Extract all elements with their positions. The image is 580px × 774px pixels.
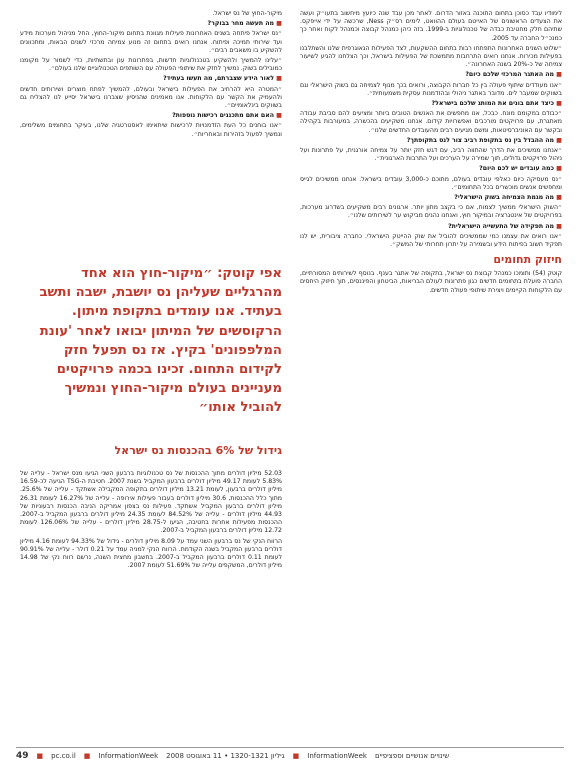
footer-magazine: InformationWeek bbox=[98, 752, 159, 760]
footer-section: שינויים אנושיים וספציפיים bbox=[374, 752, 450, 760]
bullet-square-icon: ■ bbox=[553, 100, 562, 108]
bullet-icon: ■ bbox=[36, 752, 44, 760]
bullet-square-icon: ■ bbox=[553, 194, 562, 202]
bullet-square-icon: ■ bbox=[273, 75, 282, 83]
question: ■ לאור הידע שצברתם, מה תעשו בעתיד? bbox=[163, 75, 282, 83]
paragraph: ״המטרה היא להרחיב את הפעילות בישראל ובעולם, להמשיך לפתח מוצרים ושירותים חדשים ולהעמיק את הקשר עם הלקוחות. אנו מאמינים שהניסיון שצברנו בישראל יסייע לנו להצליח גם בשווקים בינלאומיים״. bbox=[20, 85, 282, 110]
pull-quote: אפי קוטק: ״מיקור-חוץ הוא אחד מהרגליים שעליהן נס יושבת, ישבה ותשב בעתיד. אנו עומדים בתקופת מיתון. הרקוסשים של המיתון יבואו לאחר 'עונת המלפפונים' בקיץ. אז נס תפעל חזק לקידום התחום. זכינו בכמה פרויקטים מעניינים בעולם מיקור-החוץ ונמשיך להוביל אותו״ bbox=[39, 266, 282, 416]
sidebar-body bbox=[20, 470, 282, 570]
article-right-column bbox=[300, 10, 562, 297]
paragraph: קוטק (54) ותומכו כמנהל קבוצת נס ישראל, בתקופה של אתגר בענף. בנוסף לשירותים המסורתיים, החברה פועלת בתחומים חדשים כגון פתרונות לעולם הבריאות, הביטחון והפיננסים, תוך חיזוק היחסים עם הלקוחות הקיימים ויצירת שיתופי פעולה חדשים. bbox=[300, 270, 563, 294]
paragraph: ״עלינו להמשיך ולהשקיע בטכנולוגיות חדשות, בפתרונות ענן ובתשתיות, כדי לשמור על מקומנו כמובילים בשוק. נמשיך לחזק את שיתופי הפעולה עם השותפים הטכנולוגיים שלנו בעולם״. bbox=[20, 57, 282, 73]
question: ■ מה תעשה מחר בבוקר? bbox=[207, 20, 282, 28]
footer-magazine: InformationWeek bbox=[307, 752, 367, 760]
question: ■ האם אתם מתכננים רכישות נוספות? bbox=[172, 112, 282, 120]
paragraph: ״אנו רואים את עצמנו כמי שממשיכים להוביל את שוק ההייטק הישראלי. כחברה ציבורית, יש לנו תפקיד חשוב בפיתוח הידע ובשמירה על יתרון תחרותי של המשק״. bbox=[300, 232, 562, 249]
bullet-square-icon: ■ bbox=[273, 20, 282, 28]
bullet-square-icon: ■ bbox=[273, 112, 282, 120]
paragraph: מיקור-החוץ של נס ישראל. bbox=[212, 10, 282, 17]
sidebar-heading: גידול של 6% בהכנסות נס ישראל bbox=[114, 444, 282, 457]
bullet-square-icon: ■ bbox=[553, 136, 562, 144]
section-heading: חיזוק תחומים bbox=[493, 253, 562, 267]
paragraph: ״שלוש השנים האחרונות התפתחו רבות בתחום ההשקעות, לצד הפעילות הגאוגרפית שלנו והשתלבנו בפעילות מכירות. אנחנו רואים התרחבות מתמשכת של הפעילות בישראל, וכך הצלחנו להגיע לשיעור צמיחה של כ-20% בשנה האחרונה״. bbox=[300, 44, 562, 69]
question: ■ מה ההבדל בין נס בתקופת רביב צור לנס בתקופתך? bbox=[406, 136, 562, 144]
question: ■ מה האתגר המרכזי שלכם כיום? bbox=[465, 71, 562, 79]
footer-site: pc.co.il bbox=[51, 752, 76, 760]
bullet-square-icon: ■ bbox=[553, 222, 562, 230]
paragraph: ״כבודם במקומם מונח. כבכל, אנו מחפשים את האנשים הטובים ביותר ומציעים להם סביבת עבודה מאתגרת, עם פרויקטים מורכבים ואפשרויות קידום. אנחנו משקיעים בהכשרה, במעורבות בקהילה ובקשר עם האוניברסיטאות, ומשם מגיעים רבים מהעובדים החדשים שלנו״. bbox=[300, 110, 562, 134]
paragraph: ״אנחנו ממשיכים את הדרך שהתווה רביב, עם דגש חזק יותר על צמיחה אורגנית, על פתרונות ועל ניהול פרויקטים גדולים, תוך שמירה על הערכים ועל התרבות הארגונית״. bbox=[300, 147, 562, 163]
bullet-icon: ■ bbox=[83, 752, 91, 760]
question: ■ מה מגמת הצמיחה בשוק הישראלי? bbox=[454, 194, 562, 202]
paragraph: הרווח הנקי של נס ברבעון השני עמד על 8.09 מיליון דולרים - גידול של 94.33% לעומת 4.16 מיליון דולרים ברבעון המקביל בשנה הקודמת. הרווח הנקי למניה עמד על 0.21 דולר - עלייה של 90.91% לעומת 0.11 דולרים ברבעון המקביל ב-2007. בחשבון מחצית השנה, נרשם רווח נקי של 14.98 מיליון דולרים, המשקפים עלייה של 51.69% לעומת 2007. bbox=[20, 537, 283, 570]
paragraph: ״השוק הישראלי ממשיך לצמוח, אם כי בקצב מתון יותר. ארגונים רבים משקיעים בשדרוג מערכות, בפרויקטים של אינטגרציה ובמיקור חוץ, ואנחנו נהנים מביקוש ער לשירותים שלנו״. bbox=[300, 204, 562, 220]
paragraph: ״נס ישראל פיתחה בשנים האחרונות פעילות מגוונת בתחום מיקור-החוץ, החל מניהול מערכות מידע ועד שירותי תמיכה ופיתוח. אנחנו רואים בתחום זה מנוע צמיחה מרכזי לשנים הבאות, ומתכוונים להשקיע בו משאבים רבים״. bbox=[20, 30, 282, 54]
article-left-column bbox=[20, 10, 282, 141]
bullet-square-icon: ■ bbox=[553, 165, 562, 173]
bullet-square-icon: ■ bbox=[553, 71, 562, 79]
question: ■ כיצד אתם בונים את המותג שלכם בישראל? bbox=[431, 100, 562, 108]
footer-issue: גיליון 1320-1321 • 11 באוגוסט 2008 bbox=[166, 752, 285, 760]
paragraph: ״אנו מעודדים שיתוף פעולה בין כל חברות הקבוצה, ורואים בכך מנוף לצמיחה גם בשוק הישראלי וגם בשווקים שמעבר לים. מדובר באתגר ניהולי ובהזדמנות עסקית משמעותית״. bbox=[300, 81, 562, 97]
paragraph: ״אנו בוחנים כל העת הזדמנויות לרכישות שיתאימו לאסטרטגיה שלנו, בעיקר בתחומים משלימים, ונמשיך לפעול בזהירות ובאחריות״. bbox=[20, 122, 282, 138]
paragraph: 52.03 מיליון דולרים מתוך ההכנסות של נס טכנולוגיות ברבעון השני הגיעו מנס ישראל - עלייה של 5.83% לעומת 49.17 מיליון דולרים ברבעון המקביל בשנת 2007. חטיבת ה-TSG הגיעה לכ-16.59 מיליון דולרים ברבעון, לעומת 13.21 מיליון דולרים בתקופה המקבילה אשתקד - עלייה של 25.6%. מתוך כלל ההכנסות, 30.6 מיליון דולרים בעבור פעילות אירופה - עלייה של 16.27% לעומת 26.31 מיליון דולרים ברבעון המקביל אשתקד. פעילות נס בצפון אמריקה הניבה הכנסות רבעוניות של 44.93 מיליון דולרים - עלייה של 84.52% לעומת 24.35 מיליון דולרים ברבעון המקביל ב-2007. ההכנסות מפעילות אחרות בחטיבה, הגיעו ל-28.75 מיליון דולרים - עלייה של 126.06% לעומת 12.72 מיליון דולרים ברבעון המקביל ב-2007. bbox=[20, 470, 283, 535]
bullet-icon: ■ bbox=[292, 752, 300, 760]
question: ■ כמה עובדים יש לכם היום? bbox=[479, 165, 562, 173]
question: ■ מה תפקידה של התעשייה הישראלית? bbox=[448, 222, 562, 230]
page-number: 49 bbox=[16, 751, 29, 761]
paragraph: לימודיו עבד כסוכן בתחום התוכנה באזור הדרום. לאחר מכן עבד שנה כיועץ מיחשוב בתעו״ק ועשה את הצעדים הראשונים של האייטם בעולם ההוואט, לימים רס״ק Ness, שרכשה על ידי אייפקס. שתיהם חלק מחטיבת כבדה של טכנולוגיות ב-1999. בזה כיהן כמנהל קבוצה וכמנהל לקוח ואחר כך כמנכ״ל החברה עד 2005. bbox=[300, 10, 562, 42]
page-footer bbox=[16, 747, 564, 761]
paragraph: ״נס מעסיקה כיום כאלפי עובדים בעולם, מתוכם כ-3,000 עובדים בישראל. אנחנו ממשיכים לגייס ומחפשים אנשים מוכשרים בכל התחומים״. bbox=[300, 175, 562, 191]
